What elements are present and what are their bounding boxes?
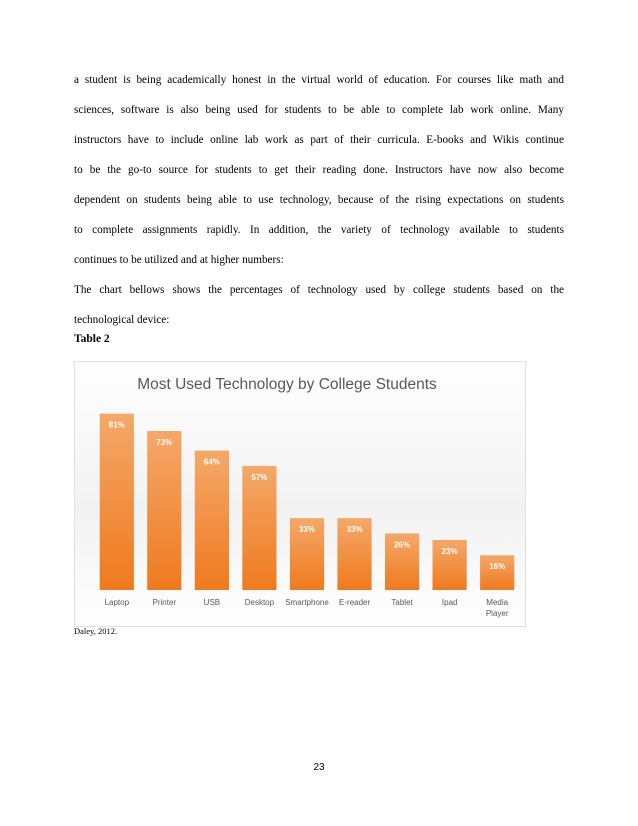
- body-line: to be the go-to source for students to get their reading done. Instructors have now also become: [74, 164, 564, 176]
- chart: [74, 361, 526, 627]
- body-line: continues to be utilized and at higher numbers:: [74, 254, 284, 266]
- x-tick-label-line: USB: [203, 598, 221, 607]
- body-line: a student is being academically honest in the virtual world of education. For courses like math and: [74, 74, 564, 86]
- x-tick-label: [339, 598, 370, 607]
- x-tick-label-line: Laptop: [104, 598, 130, 607]
- bar-laptop: [100, 414, 134, 590]
- bar-desktop: [242, 466, 276, 590]
- data-label: 81%: [108, 420, 125, 430]
- x-tick-label: [245, 598, 275, 607]
- data-label: 33%: [346, 525, 363, 535]
- body-line: sciences, software is also being used for students to be able to complete lab work online. Many: [74, 104, 564, 116]
- body-line: The chart bellows shows the percentages of technology used by college students based on the: [74, 284, 564, 296]
- chart-title: Most Used Technology by College Students: [137, 376, 437, 393]
- x-tick-label-line: Desktop: [244, 598, 275, 607]
- x-tick-label-line: Media: [486, 598, 509, 607]
- bar-usb: [195, 451, 229, 590]
- x-tick-label-line: Ipad: [441, 598, 458, 607]
- table-label: Table 2: [74, 333, 110, 345]
- data-label: 57%: [251, 472, 268, 482]
- data-label: 33%: [298, 525, 316, 535]
- data-label: 64%: [203, 457, 220, 467]
- bar-printer: [147, 431, 181, 590]
- body-line: to complete assignments rapidly. In addition, the variety of technology available to students: [74, 224, 564, 236]
- x-tick-label: [285, 598, 329, 607]
- x-tick-label-line: Tablet: [391, 598, 413, 607]
- x-tick-label: [105, 598, 130, 607]
- body-line: dependent on students being able to use technology, because of the rising expectations on students: [74, 194, 564, 206]
- body-line: technological device:: [74, 314, 170, 326]
- x-tick-label: [153, 598, 177, 607]
- body-text: [74, 65, 564, 335]
- bar-media-player: [480, 555, 514, 590]
- x-tick-label-line: E-reader: [339, 598, 371, 607]
- chart-svg: [75, 362, 526, 627]
- data-label: 23%: [441, 546, 458, 556]
- body-line: instructors have to include online lab work as part of their curricula. E-books and Wikis continue: [74, 134, 564, 146]
- data-label: 73%: [156, 438, 173, 447]
- x-tick-label-line: Printer: [152, 598, 177, 607]
- x-tick-label: [442, 598, 458, 607]
- data-label: 16%: [489, 562, 506, 572]
- data-label: 26%: [394, 540, 411, 550]
- x-tick-label: [204, 598, 220, 607]
- citation: Daley, 2012.: [74, 626, 118, 636]
- x-tick-label: [391, 598, 413, 607]
- x-tick-label-line: Player: [485, 609, 509, 618]
- x-tick-label-line: Smartphone: [285, 598, 329, 607]
- page-number: 23: [313, 762, 325, 773]
